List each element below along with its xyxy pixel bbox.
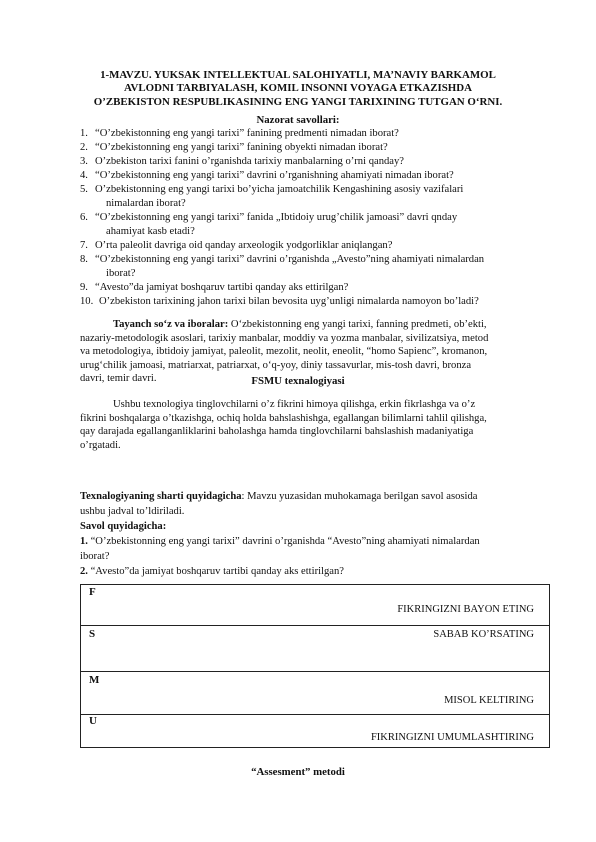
question-text: O’rta paleolit davriga oid qanday arxeologik yodgorliklar aniqlangan? bbox=[95, 240, 393, 251]
question-number: 10. bbox=[80, 296, 94, 307]
question-number: 7. bbox=[80, 240, 88, 251]
title-line: AVLODNI TARBIYALASH, KOMIL INSONNI VOYAGA ETKAZISHDA bbox=[124, 82, 472, 95]
topic-title bbox=[70, 69, 526, 109]
question-text: O’zbekiston tarixi fanini o’rganishda tarixiy manbalarning o’rni qanday? bbox=[95, 156, 404, 167]
question-text: “O’zbekistonning eng yangi tarixi” fanining obyekti nimadan iborat? bbox=[95, 142, 388, 153]
fsmu-paragraph bbox=[80, 398, 550, 452]
question-text: “Avesto”da jamiyat boshqaruv tartibi qanday aks ettirilgan? bbox=[95, 282, 349, 293]
row-letter: M bbox=[89, 674, 100, 686]
fsmu-table bbox=[80, 584, 550, 748]
savol-number: 1. bbox=[80, 536, 88, 547]
question-text: nimalardan iborat? bbox=[106, 197, 186, 209]
question-text: “O’zbekistonning eng yangi tarixi” davrini o’rganishda „Avesto”ning ahamiyati nimalardan bbox=[95, 254, 485, 265]
tayanch-text: davri, temir davri. bbox=[80, 373, 157, 385]
question-text: O’zbekistonning eng yangi tarixi bo’yicha jamoatchilik Kengashining asosiy vazifalari bbox=[95, 184, 464, 195]
question-text: “O’zbekistonning eng yangi tarixi” davrini o’rganishning ahamiyati nimadan iborat? bbox=[95, 170, 454, 181]
question-text: “O’zbekistonning eng yangi tarixi” fanida „Ibtidoiy urug’chilik jamoasi” davri qnday bbox=[95, 212, 458, 223]
fsmu-conditions bbox=[80, 489, 550, 579]
question-number: 8. bbox=[80, 254, 88, 265]
row-instruction: FIKRINGIZNI UMUMLASHTIRING bbox=[370, 732, 534, 743]
title-line: 1-MAVZU. YUKSAK INTELLEKTUAL SALOHIYATLI, MA’NAVIY BARKAMOL bbox=[100, 69, 496, 81]
question-number: 3. bbox=[80, 156, 88, 167]
tayanch-text: nazariy-metodologik asoslari, tarixiy manbalar, moddiy va yozma manbalar, sivilizatsiya, metod bbox=[80, 332, 489, 344]
savol-number: 2. bbox=[80, 566, 88, 577]
question-text: ahamiyat kasb etadi? bbox=[106, 225, 195, 237]
savol-text: “Avesto”da jamiyat boshqaruv tartibi qanday aks ettirilgan? bbox=[87, 566, 344, 577]
fsmu-text: qay darajada egallanganliklarini baholashga hamda tinglovchilarni bahslashish madaniyatiga bbox=[80, 426, 474, 438]
nazorat-heading: Nazorat savollari: bbox=[256, 114, 340, 126]
title-line: O’ZBEKISTON RESPUBLIKASINING ENG YANGI TARIXINING TUTGAN O‘RNI. bbox=[93, 95, 503, 108]
row-instruction: MISOL KELTIRING bbox=[444, 695, 534, 706]
row-letter: F bbox=[89, 586, 96, 598]
question-text: “O’zbekistonning eng yangi tarixi” fanining predmenti nimadan iborat? bbox=[95, 128, 399, 139]
fsmu-heading: FSMU texnalogiyasi bbox=[251, 375, 345, 387]
tayanch-label: Tayanch so‘z va iboralar: bbox=[113, 319, 229, 330]
question-number: 1. bbox=[80, 128, 88, 139]
row-instruction: FIKRINGIZNI BAYON ETING bbox=[397, 604, 534, 615]
question-number: 5. bbox=[80, 184, 88, 195]
tayanch-text: va metodologiya, ibtidoiy jamiyat, paleolit, mezolit, neolit, eneolit, “homo Sapienc”, kromanon, bbox=[80, 346, 488, 358]
table-row bbox=[81, 672, 550, 715]
fsmu-text: Ushbu texnologiya tinglovchilarni o’z fikrini himoya qilishga, erkin fikrlashga va o’z bbox=[113, 399, 476, 410]
row-letter: U bbox=[89, 715, 97, 727]
row-letter: S bbox=[89, 628, 96, 640]
shart-text: : Mavzu yuzasidan muhokamaga berilgan savol asosida bbox=[241, 491, 478, 502]
shart-text: ushbu jadval to’ldiriladi. bbox=[80, 506, 185, 517]
question-number: 4. bbox=[80, 170, 88, 181]
savol-label: Savol quyidagicha: bbox=[80, 521, 167, 532]
fsmu-text: o’rgatadi. bbox=[80, 439, 121, 451]
assesment-heading: “Assesment” metodi bbox=[251, 766, 345, 778]
table-row bbox=[81, 585, 550, 626]
table-row bbox=[81, 626, 550, 672]
table-row bbox=[81, 715, 550, 748]
question-text: iborat? bbox=[106, 267, 136, 279]
fsmu-text: fikrini boshqalarga o’tkazishga, ochiq holda bahslashishga, egallangan bilimlarni tahlil qilishga, bbox=[80, 412, 487, 424]
question-number: 6. bbox=[80, 212, 88, 223]
row-instruction: SABAB KO’RSATING bbox=[433, 629, 534, 640]
question-number: 9. bbox=[80, 282, 88, 293]
question-number: 2. bbox=[80, 142, 88, 153]
savol-text: iborat? bbox=[80, 551, 110, 562]
tayanch-text: O‘zbekistonning eng yangi tarixi, fanning predmeti, ob’ekti, bbox=[228, 319, 487, 330]
savol-text: “O’zbekistonning eng yangi tarixi” davrini o’rganishda “Avesto”ning ahamiyati nimalardan bbox=[87, 536, 480, 547]
question-text: O’zbekiston tarixining jahon tarixi bilan bevosita uyg’unligi nimalarda namoyon bo’ladi? bbox=[99, 296, 479, 307]
tayanch-text: urug‘chilik jamoasi, matriarxat, patriarxat, o‘q-yoy, diniy tassavurlar, mis-tosh davri, bronza bbox=[80, 359, 472, 371]
shart-label: Texnalogiyaning sharti quyidagicha bbox=[80, 491, 242, 502]
